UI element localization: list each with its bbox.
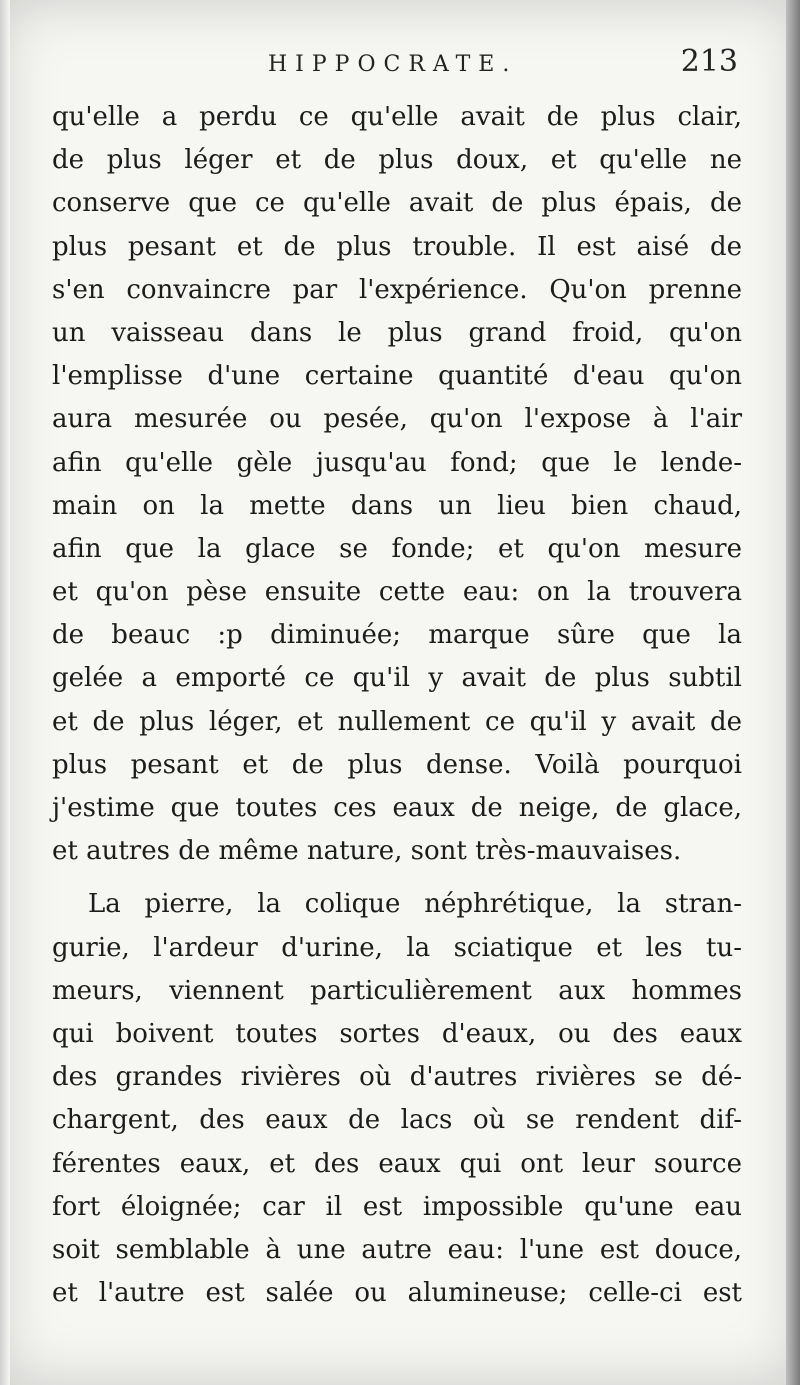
text-line: et de plus léger, et nullement ce qu'il y avait de bbox=[52, 706, 742, 737]
text-line: de beauc :p diminuée; marque sûre que la bbox=[52, 620, 742, 651]
text-line: un vaisseau dans le plus grand froid, qu'on bbox=[52, 317, 742, 348]
page-number: 213 bbox=[680, 44, 738, 79]
page-right-edge-shadow bbox=[786, 0, 800, 1385]
text-line: La pierre, la colique néphrétique, la stran- bbox=[88, 889, 742, 920]
paragraph-spacer bbox=[52, 873, 742, 883]
text-line: et qu'on pèse ensuite cette eau: on la trouvera bbox=[52, 577, 742, 608]
text-line: chargent, des eaux de lacs où se rendent dif- bbox=[52, 1105, 742, 1136]
text-line: l'emplisse d'une certaine quantité d'eau qu'on bbox=[52, 361, 742, 392]
text-line: afin que la glace se fonde; et qu'on mesure bbox=[52, 533, 742, 564]
running-head: HIPPOCRATE. bbox=[268, 52, 518, 77]
text-line: soit semblable à une autre eau: l'une est douce, bbox=[52, 1234, 742, 1265]
text-line: aura mesurée ou pesée, qu'on l'expose à l'air bbox=[52, 404, 742, 435]
text-line: gurie, l'ardeur d'urine, la sciatique et les tu- bbox=[52, 932, 742, 963]
text-line: de plus léger et de plus doux, et qu'elle ne bbox=[52, 145, 742, 176]
text-line: fort éloignée; car il est impossible qu'une eau bbox=[52, 1191, 742, 1222]
text-line: et autres de même nature, sont très-mauvaises. bbox=[52, 836, 682, 867]
text-line: des grandes rivières où d'autres rivières se dé- bbox=[52, 1062, 742, 1093]
text-line: qu'elle a perdu ce qu'elle avait de plus clair, bbox=[52, 102, 742, 132]
text-line: gelée a emporté ce qu'il y avait de plus subtil bbox=[52, 663, 742, 694]
text-line: et l'autre est salée ou alumineuse; celle-ci est bbox=[52, 1278, 742, 1309]
text-line: afin qu'elle gèle jusqu'au fond; que le lende- bbox=[52, 447, 742, 478]
paragraph-2 bbox=[52, 883, 742, 1315]
text-line: conserve que ce qu'elle avait de plus épais, de bbox=[52, 188, 742, 219]
text-line: meurs, viennent particulièrement aux hommes bbox=[52, 975, 742, 1006]
text-line: qui boivent toutes sortes d'eaux, ou des eaux bbox=[52, 1018, 742, 1049]
text-line: s'en convaincre par l'expérience. Qu'on prenne bbox=[52, 274, 742, 305]
paragraph-1 bbox=[52, 96, 742, 873]
text-line: main on la mette dans un lieu bien chaud, bbox=[52, 490, 742, 521]
text-line: plus pesant et de plus trouble. Il est aisé de bbox=[52, 231, 742, 262]
text-line: j'estime que toutes ces eaux de neige, de glace, bbox=[52, 793, 742, 823]
body-text bbox=[52, 96, 742, 1315]
text-line: plus pesant et de plus dense. Voilà pourquoi bbox=[52, 749, 742, 780]
page-left-edge-shadow bbox=[0, 0, 10, 1385]
text-line: férentes eaux, et des eaux qui ont leur source bbox=[52, 1148, 742, 1179]
